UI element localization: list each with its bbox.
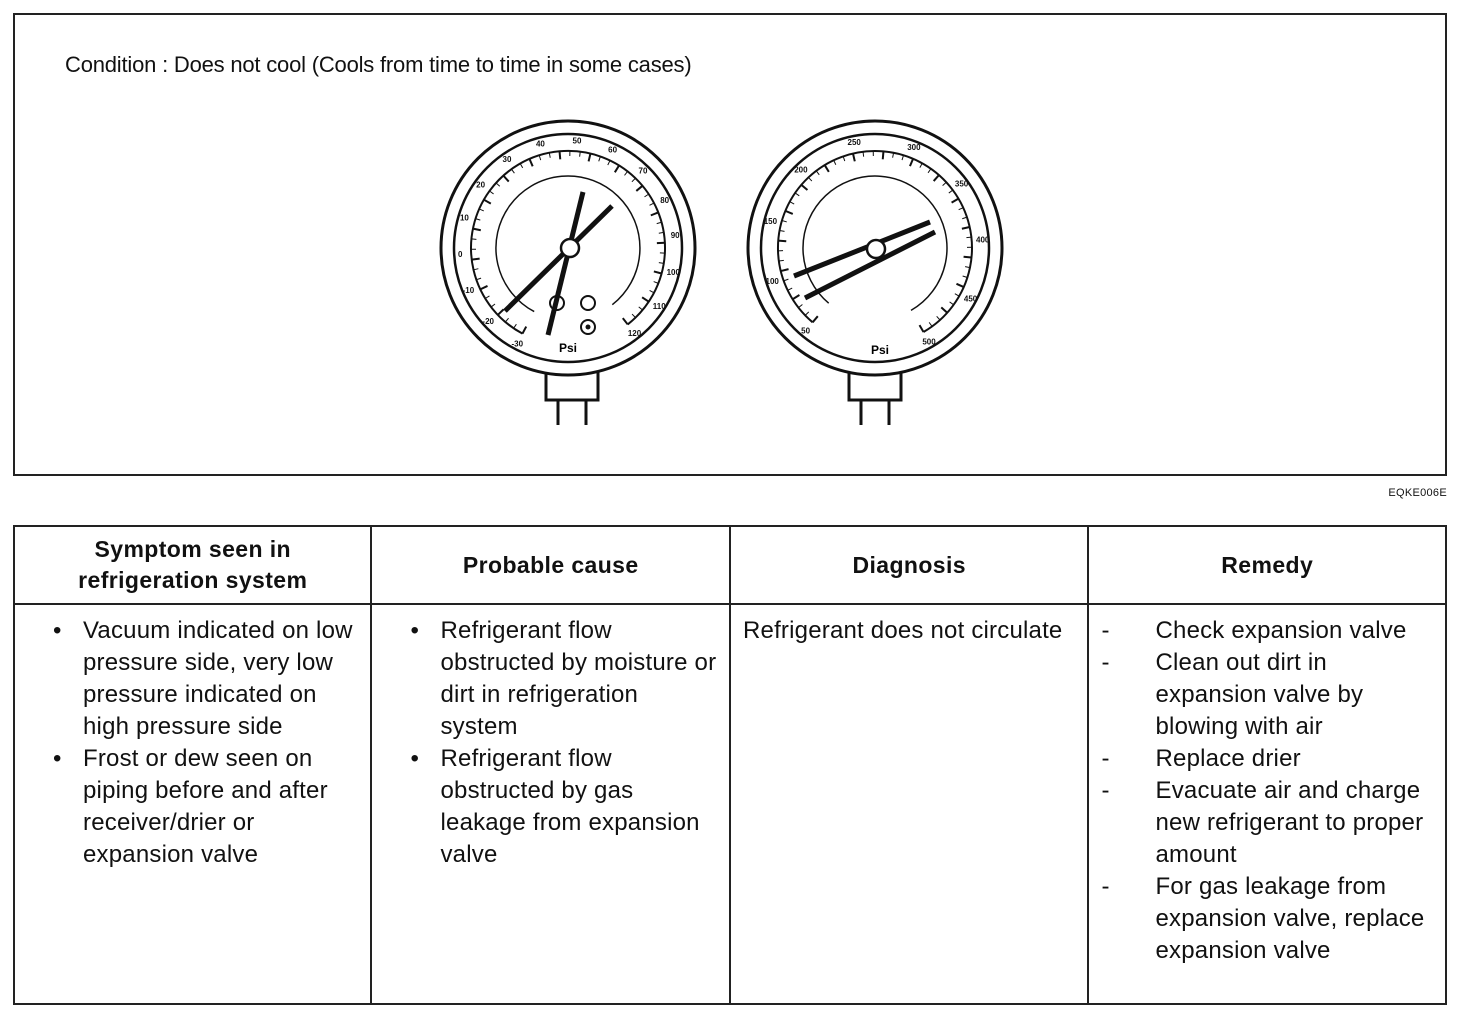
- gauge-scale-label: 10: [459, 213, 469, 223]
- troubleshooting-table: [13, 525, 1447, 1005]
- high-pressure-gauge: [748, 121, 1002, 425]
- header-remedy: Remedy: [1088, 526, 1446, 604]
- header-diagnosis: Diagnosis: [730, 526, 1089, 604]
- header-symptom: Symptom seen in refrigeration system: [14, 526, 371, 604]
- gauge-scale-label: 0: [457, 250, 463, 259]
- gauge-scale-label: 30: [502, 154, 512, 164]
- gauge-scale-label: 350: [954, 179, 969, 189]
- needle-hub: [867, 240, 885, 258]
- gauge-scale-label: 400: [976, 235, 990, 245]
- needle-hub: [561, 239, 579, 257]
- gauge-scale-label: 60: [608, 145, 618, 155]
- symptom-item: • Frost or dew seen on piping before and after receiver/drier or expansion valve: [27, 743, 358, 871]
- gauge-scale-label: 70: [638, 166, 648, 176]
- gauge-illustration: [0, 0, 1472, 480]
- remedy-item: - Evacuate air and charge new refrigerant to proper amount: [1101, 775, 1433, 871]
- gauge-scale-label: 110: [652, 301, 666, 311]
- diagnosis-text: Refrigerant does not circulate: [742, 617, 1063, 644]
- gauge-scale-label: 450: [963, 294, 978, 304]
- gauge-scale-label: 250: [847, 138, 861, 147]
- remedy-item: - Check expansion valve: [1101, 615, 1433, 647]
- gauge-scale-label: 90: [670, 231, 680, 241]
- header-probable-cause: Probable cause: [371, 526, 730, 604]
- table-header-row: [14, 526, 1446, 604]
- gauge-scale-label: 200: [794, 165, 808, 175]
- remedy-item: - Clean out dirt in expansion valve by blowing with air: [1101, 647, 1433, 743]
- cause-item: • Refrigerant flow obstructed by moisture or dirt in refrigeration system: [384, 615, 717, 743]
- cause-item: • Refrigerant flow obstructed by gas leakage from expansion valve: [384, 743, 717, 871]
- remedy-cell: [1088, 604, 1446, 1004]
- remedy-item: - Replace drier: [1101, 743, 1433, 775]
- gauge-scale-label: -10: [462, 285, 475, 295]
- gauge-scale-label: 150: [763, 217, 778, 227]
- gauge-scale-label: -30: [511, 339, 524, 349]
- gauge-scale-label: 50: [572, 136, 582, 146]
- low-gauge-unit: Psi: [558, 341, 578, 355]
- symptom-item: • Vacuum indicated on low pressure side, very low pressure indicated on high pressure side: [27, 615, 358, 743]
- gauge-scale-label: -20: [482, 316, 494, 326]
- gauge-scale-label: 50: [801, 326, 811, 336]
- remedy-item: - For gas leakage from expansion valve, replace expansion valve: [1101, 871, 1433, 967]
- gauge-scale-label: 40: [535, 139, 545, 149]
- cause-cell: [371, 604, 730, 1004]
- high-gauge-unit: Psi: [870, 343, 890, 357]
- condition-caption: Condition : Does not cool (Cools from time to time in some cases): [65, 52, 692, 77]
- gauge-scale-label: 100: [765, 277, 779, 286]
- gauge-scale-label: 500: [922, 337, 936, 347]
- gauge-scale-label: 120: [627, 329, 642, 339]
- figure-code: EQKE006E: [1388, 487, 1447, 499]
- gauge-scale-label: 300: [907, 143, 921, 153]
- low-pressure-gauge: [441, 121, 695, 425]
- table-row: [14, 604, 1446, 1004]
- symptom-cell: [14, 604, 371, 1004]
- gauge-scale-label: 20: [476, 180, 486, 190]
- gauge-scale-label: 100: [666, 267, 680, 277]
- gauge-scale-label: 80: [660, 196, 670, 205]
- diagnosis-cell: [730, 604, 1089, 1004]
